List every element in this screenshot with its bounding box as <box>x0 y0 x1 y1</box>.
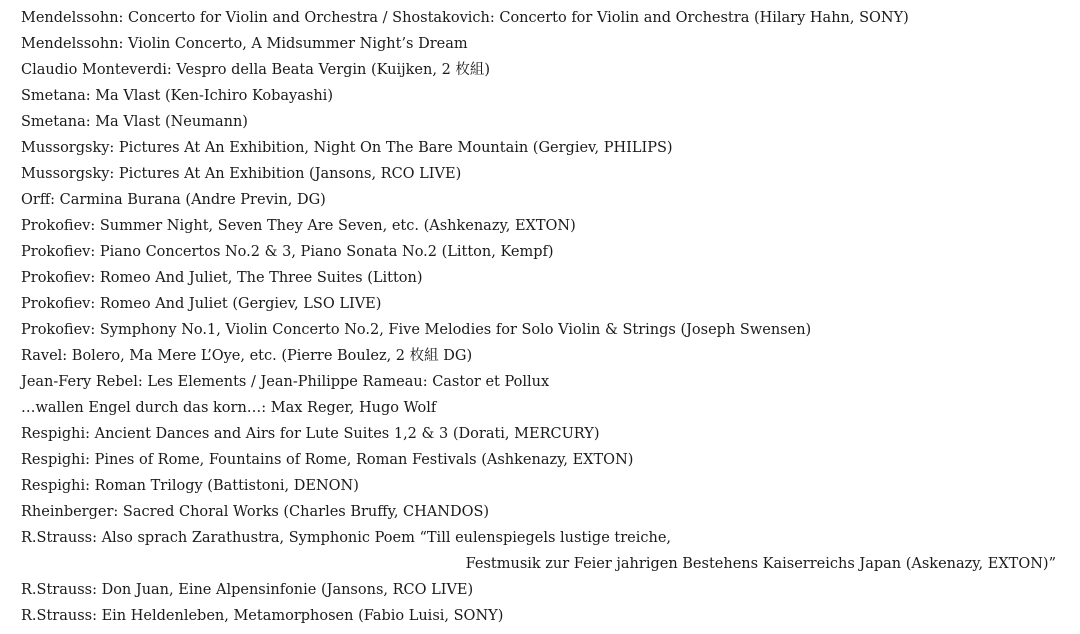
entry-text: Prokofiev: Piano Concertos No.2 & 3, Piano Sonata No.2 (Litton, Kempf) <box>21 244 554 260</box>
list-item <box>0 447 1080 473</box>
entry-text: Respighi: Ancient Dances and Airs for Lute Suites 1,2 & 3 (Dorati, MERCURY) <box>21 426 600 442</box>
entry-text: …wallen Engel durch das korn…: Max Reger, Hugo Wolf <box>21 400 437 416</box>
entry-text: Claudio Monteverdi: Vespro della Beata Vergin (Kuijken, 2 枚組) <box>21 62 491 78</box>
entry-text: Mussorgsky: Pictures At An Exhibition (Jansons, RCO LIVE) <box>21 166 462 182</box>
entry-text: Respighi: Pines of Rome, Fountains of Rome, Roman Festivals (Ashkenazy, EXTON) <box>21 452 634 468</box>
list-item <box>0 421 1080 447</box>
list-item <box>0 83 1080 109</box>
list-item <box>0 135 1080 161</box>
entry-text: R.Strauss: Don Juan, Eine Alpensinfonie (Jansons, RCO LIVE) <box>21 582 474 598</box>
entry-text: Festmusik zur Feier jahrigen Bestehens Kaiserreichs Japan (Askenazy, EXTON)” <box>465 556 1056 572</box>
entry-text: R.Strauss: Ein Heldenleben, Metamorphosen (Fabio Luisi, SONY) <box>21 608 504 624</box>
entry-text: Prokofiev: Summer Night, Seven They Are Seven, etc. (Ashkenazy, EXTON) <box>21 218 576 234</box>
list-item <box>0 473 1080 499</box>
list-item <box>0 187 1080 213</box>
entry-text: Smetana: Ma Vlast (Ken-Ichiro Kobayashi) <box>21 88 333 104</box>
entry-text: Prokofiev: Symphony No.1, Violin Concerto No.2, Five Melodies for Solo Violin & Strings (Joseph Swensen) <box>21 322 812 338</box>
entry-text: Mussorgsky: Pictures At An Exhibition, Night On The Bare Mountain (Gergiev, PHILIPS) <box>21 140 673 156</box>
list-item <box>0 265 1080 291</box>
album-list <box>0 5 1080 629</box>
list-item <box>0 577 1080 603</box>
list-item <box>0 317 1080 343</box>
list-item <box>0 5 1080 31</box>
list-item <box>0 291 1080 317</box>
entry-text: Mendelssohn: Violin Concerto, A Midsummer Night’s Dream <box>21 36 468 52</box>
list-item <box>0 343 1080 369</box>
entry-text: Prokofiev: Romeo And Juliet (Gergiev, LSO LIVE) <box>21 296 382 312</box>
entry-text: Mendelssohn: Concerto for Violin and Orchestra / Shostakovich: Concerto for Violin and Orchestra (Hilary Hahn, SONY) <box>21 10 909 26</box>
list-item <box>0 161 1080 187</box>
list-item <box>0 213 1080 239</box>
list-item <box>0 395 1080 421</box>
entry-text: Jean-Fery Rebel: Les Elements / Jean-Philippe Rameau: Castor et Pollux <box>21 374 550 390</box>
list-item <box>0 239 1080 265</box>
list-item <box>0 109 1080 135</box>
list-item <box>0 499 1080 525</box>
entry-text: Ravel: Bolero, Ma Mere L’Oye, etc. (Pierre Boulez, 2 枚組 DG) <box>21 348 473 364</box>
entry-text: Rheinberger: Sacred Choral Works (Charles Bruffy, CHANDOS) <box>21 504 490 520</box>
entry-text: Prokofiev: Romeo And Juliet, The Three Suites (Litton) <box>21 270 423 286</box>
entry-text: Smetana: Ma Vlast (Neumann) <box>21 114 248 130</box>
entry-text: R.Strauss: Also sprach Zarathustra, Symphonic Poem “Till eulenspiegels lustige treiche, <box>21 530 672 546</box>
entry-text: Orff: Carmina Burana (Andre Previn, DG) <box>21 192 326 208</box>
list-item <box>0 603 1080 629</box>
list-item <box>0 57 1080 83</box>
list-item <box>0 369 1080 395</box>
list-item-continuation <box>0 551 1080 577</box>
list-item <box>0 525 1080 551</box>
entry-text: Respighi: Roman Trilogy (Battistoni, DENON) <box>21 478 359 494</box>
list-item <box>0 31 1080 57</box>
